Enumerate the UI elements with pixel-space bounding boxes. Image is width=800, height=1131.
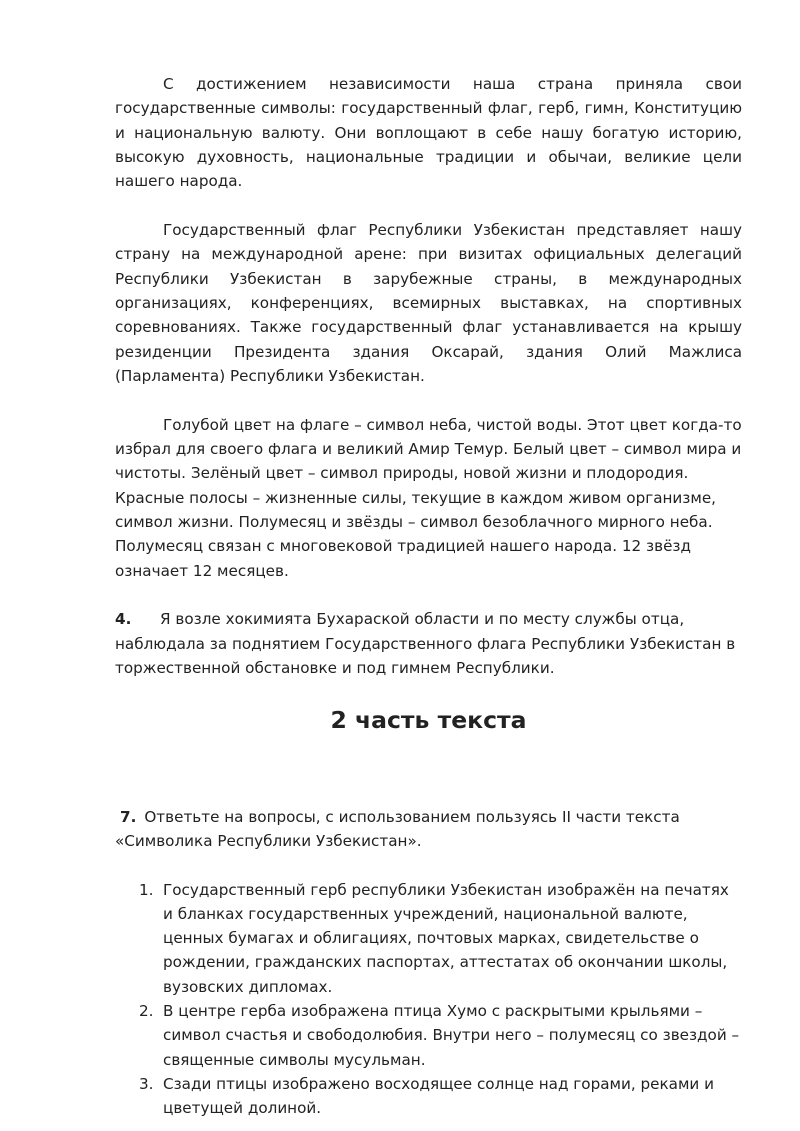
- question-text: Ответьте на вопросы, с использованием пользуясь II части текста «Символика Республики Узбекистан».: [115, 807, 680, 851]
- answers-list: [115, 878, 742, 1121]
- list-item-number: 2.: [139, 1001, 154, 1020]
- question-7: [115, 805, 742, 854]
- section-heading: 2 часть текста: [330, 705, 527, 734]
- paragraph-item-4: [115, 607, 742, 680]
- item-number: 4.: [115, 610, 132, 629]
- list-item-text: Сзади птицы изображено восходящее солнце над горами, реками и цветущей долиной.: [163, 1074, 714, 1118]
- list-item-text: Государственный герб республики Узбекистан изображён на печатях и бланках государственных учреждений, национальной валюте, ценных бумагах и облигациях, почтовых марках, свидетельстве о рождении, гражданских паспортах, аттестатах об окончании школы, вузовских дипломах.: [163, 880, 729, 996]
- list-item: [115, 1072, 742, 1121]
- paragraph-state-symbols: С достижением независимости наша страна приняла свои государственные символы: государственный флаг, герб, гимн, Конституцию и национальную валюту. Они воплощают в себе нашу богатую историю, высокую духовность, национальные традиции и обычаи, великие цели нашего народа.: [115, 75, 742, 191]
- list-item: [115, 999, 742, 1072]
- list-item: [115, 878, 742, 999]
- list-item-number: 1.: [139, 880, 154, 899]
- paragraph-state-flag: Государственный флаг Республики Узбекистан представляет нашу страну на международной арене: при визитах официальных делегаций Республики Узбекистан в зарубежные страны, в международных организациях, конференциях, всемирных выставках, на спортивных соревнованиях. Также государственный флаг устанавливается на крышу резиденции Президента здания Оксарай, здания Олий Мажлиса (Парламента) Республики Узбекистан.: [115, 221, 742, 385]
- list-item-number: 3.: [139, 1074, 154, 1093]
- item-text: Я возле хокимията Бухараской области и по месту службы отца, наблюдала за поднятием Государственного флага Республики Узбекистан в торжественной обстановке и под гимнем Республики.: [115, 610, 736, 678]
- paragraph-flag-colors: Голубой цвет на флаге – символ неба, чистой воды. Этот цвет когда-то избрал для своего флага и великий Амир Темур. Белый цвет – символ мира и чистоты. Зелёный цвет – символ природы, новой жизни и плодородия. Красные полосы – жизненные силы, текущие в каждом живом организме, символ жизни. Полумесяц и звёзды – символ безоблачного мирного неба. Полумесяц связан с многовековой традицией нашего народа. 12 звёзд означает 12 месяцев.: [115, 415, 742, 580]
- list-item-text: В центре герба изображена птица Хумо с раскрытыми крыльями – символ счастья и свободолюбия. Внутри него – полумесяц со звездой – священные символы мусульман.: [163, 1001, 740, 1069]
- question-number: 7.: [120, 807, 137, 826]
